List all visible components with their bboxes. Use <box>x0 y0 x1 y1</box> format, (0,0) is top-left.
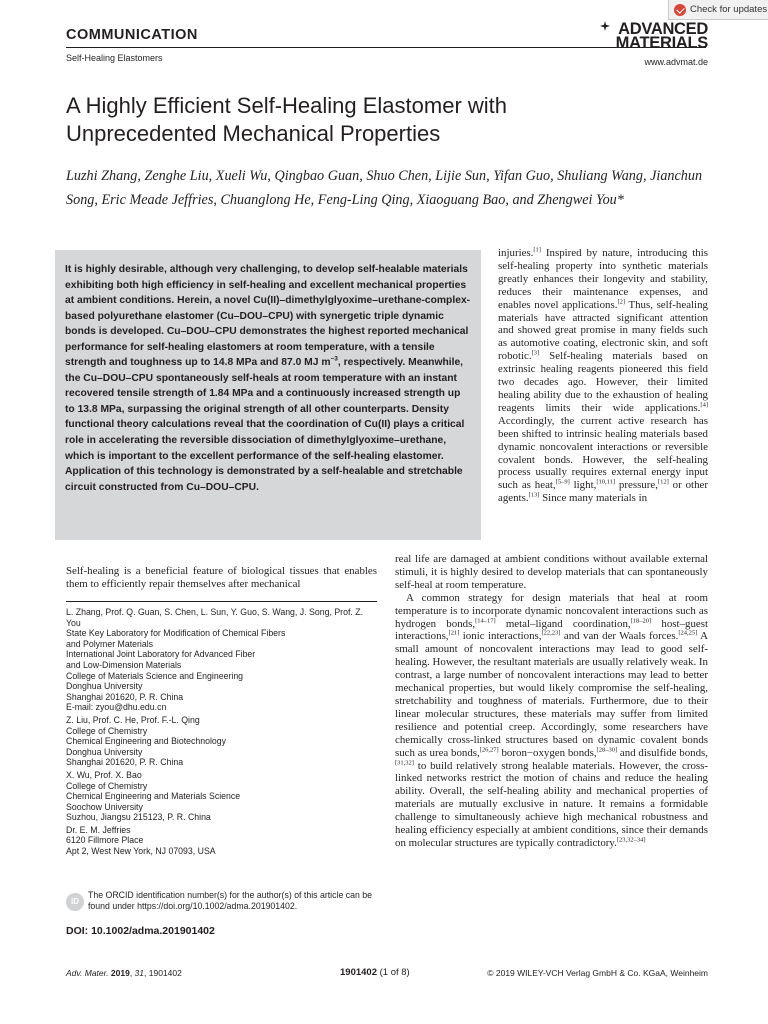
logo-line-2: MATERIALS <box>615 34 708 52</box>
author-list: Luzhi Zhang, Zenghe Liu, Xueli Wu, Qingbao Guan, Shuo Chen, Lijie Sun, Yifan Guo, Shuliang Wang, Jianchun Song, Eric Meade Jeffries, Chuanglong He, Feng-Ling Qing, Xiaoguang Bao, and Zhengwei You* <box>66 168 703 208</box>
subsection-label: Self-Healing Elastomers <box>66 53 163 63</box>
copyright: © 2019 WILEY-VCH Verlag GmbH & Co. KGaA, Weinheim <box>487 968 708 978</box>
body-paragraph: Self-healing is a beneficial feature of biological tissues that enables them to efficiently repair themselves after mechanical <box>66 565 377 590</box>
check-icon <box>674 4 686 16</box>
journal-url[interactable]: www.advmat.de <box>644 57 708 67</box>
footnote-rule <box>66 601 377 602</box>
footer-citation: Adv. Mater. 2019, 31, 1901402 <box>66 968 182 978</box>
affiliation-group: X. Wu, Prof. X. Bao College of Chemistry Chemical Engineering and Materials Science Soochow University Suzhou, Jiangsu 215123, P. R. China <box>66 769 241 823</box>
logo-line-1: ADVANCED <box>618 20 708 38</box>
body-paragraph: A common strategy for design materials that heal at room temperature is to incorporate dynamic noncovalent interactions such as hydrogen bonds,[14–17] metal–ligand coordination,[18–20] host–guest interactions,[21] ionic interactions,[22,23] and van der Waals forces.[24,25] A small amount of noncovalent interactions may lead to good self-healing. However, the resultant materials are usually relatively weak. In contrast, a large number of noncovalent interactions may lead to better mechanical properties, but would likely compromise the self-healing, stretchability and toughness of materials. Furthermore, due to their linear molecular structures, these materials may suffer from limited resilience and potential creep. Accordingly, some researchers have chemically cross-linked structures based on dynamic covalent bonds such as urea bonds,[26,27] boron−oxygen bonds,[28–30] and disulfide bonds,[31,32] to build relatively strong healable materials. However, the cross-linked networks restrict the motion of chains and reduce the healing ability. Overall, the self-healing ability and mechanical properties of materials are mutually exclusive in nature. It remains a formidable challenge to simultaneously achieve high mechanical robustness and healing efficiency especially at ambient conditions, since their demands on molecular structures are typically contradictory.[23,32–34] <box>395 591 709 849</box>
affiliations <box>66 607 378 859</box>
abstract-text: It is highly desirable, although very challenging, to develop self-healable materials exhibiting both high efficiency in self-healing and excellent mechanical properties at ambient conditions. Herein, a novel Cu(II)–dimethylglyoxime–urethane-complex-based polyurethane elastomer (Cu–DOU–CPU) with synergetic triple dynamic bonds is developed. Cu–DOU–CPU demonstrates the highest reported mechanical performance for self-healing elastomers at room temperature, with a tensile strength and toughness up to 14.8 MPa and 87.0 MJ $m^{-3}$, respectively. Meanwhile, the Cu–DOU–CPU spontaneously self-heals at room temperature with an instant recovered tensile strength of 1.84 MPa and a continuously increased strength up to 13.8 MPa, surpassing the original strength of all other counterparts. Density functional theory calculations reveal that the coordination of Cu(II) plays a critical role in accelerating the reversible dissociation of dimethylglyoxime–urethane, which is important to the excellent performance of the self-healing elastomer. Application of this technology is demonstrated by a self-healable and stretchable circuit constructed from Cu–DOU–CPU. <box>65 264 471 493</box>
body-paragraph: real life are damaged at ambient conditions without available external stimuli, it is highly desired to develop materials that can spontaneously self-heal at room temperature. <box>395 553 708 591</box>
affiliation-group: Dr. E. M. Jeffries 6120 Fillmore Place Apt 2, West New York, NJ 07093, USA <box>66 824 216 857</box>
body-paragraph: injuries.[1] Inspired by nature, introducing this self-healing property into synthetic materials greatly enhances their longevity and stability, reduces their maintenance expenses, and enables novel applications.[2] Thus, self-healing materials have attracted significant attention and showed great promise in many fields such as automotive coating, electronic skin, and soft robotic.[3] Self-healing materials based on extrinsic healing reagents pioneered this field two decades ago. However, their limited healing ability due to the exhaustion of healing reagents limits their wide applications.[4] Accordingly, the current active research has been shifted to intrinsic healing materials based dynamic noncovalent interactions or reversible covalent bonds. However, the self-healing process usually requires external energy input such as heat,[5–9] light,[10,11] pressure,[12] or other agents.[13] Since many materials in <box>498 246 708 505</box>
doi-link[interactable]: DOI: 10.1002/adma.201901402 <box>66 925 215 937</box>
check-for-updates-label: Check for updates <box>690 4 768 15</box>
body-column-left <box>66 565 377 591</box>
journal-logo <box>604 22 708 50</box>
body-column-right-narrow <box>498 247 708 505</box>
section-label: COMMUNICATION <box>66 27 198 43</box>
check-for-updates-button[interactable] <box>668 0 768 20</box>
orcid-icon: iD <box>66 893 84 911</box>
abstract-box <box>55 250 481 540</box>
affiliation-group: Z. Liu, Prof. C. He, Prof. F.-L. Qing College of Chemistry Chemical Engineering and Biotechnology Donghua University Shanghai 201620, P. R. China <box>66 714 227 768</box>
article-title: A Highly Efficient Self-Healing Elastomer with Unprecedented Mechanical Properties <box>66 93 508 146</box>
page-number: 1901402 (1 of 8) <box>340 967 410 978</box>
orcid-note-text[interactable]: The ORCID identification number(s) for the author(s) of this article can be found under https://doi.org/10.1002/adma.201901402. <box>88 890 373 911</box>
orcid-note <box>66 890 378 911</box>
body-column-right-full <box>395 553 708 850</box>
affiliation-group: L. Zhang, Prof. Q. Guan, S. Chen, L. Sun, Y. Guo, S. Wang, J. Song, Prof. Z. You State Key Laboratory for Modification of Chemical Fibers and Polymer Materials International Joint Laboratory for Advanced Fiber and Low-Dimension Materials College of Materials Science and Engineering Donghua University Shanghai 201620, P. R. China E-mail: zyou@dhu.edu.cn <box>66 607 378 713</box>
email-link[interactable]: E-mail: zyou@dhu.edu.cn <box>66 702 167 713</box>
